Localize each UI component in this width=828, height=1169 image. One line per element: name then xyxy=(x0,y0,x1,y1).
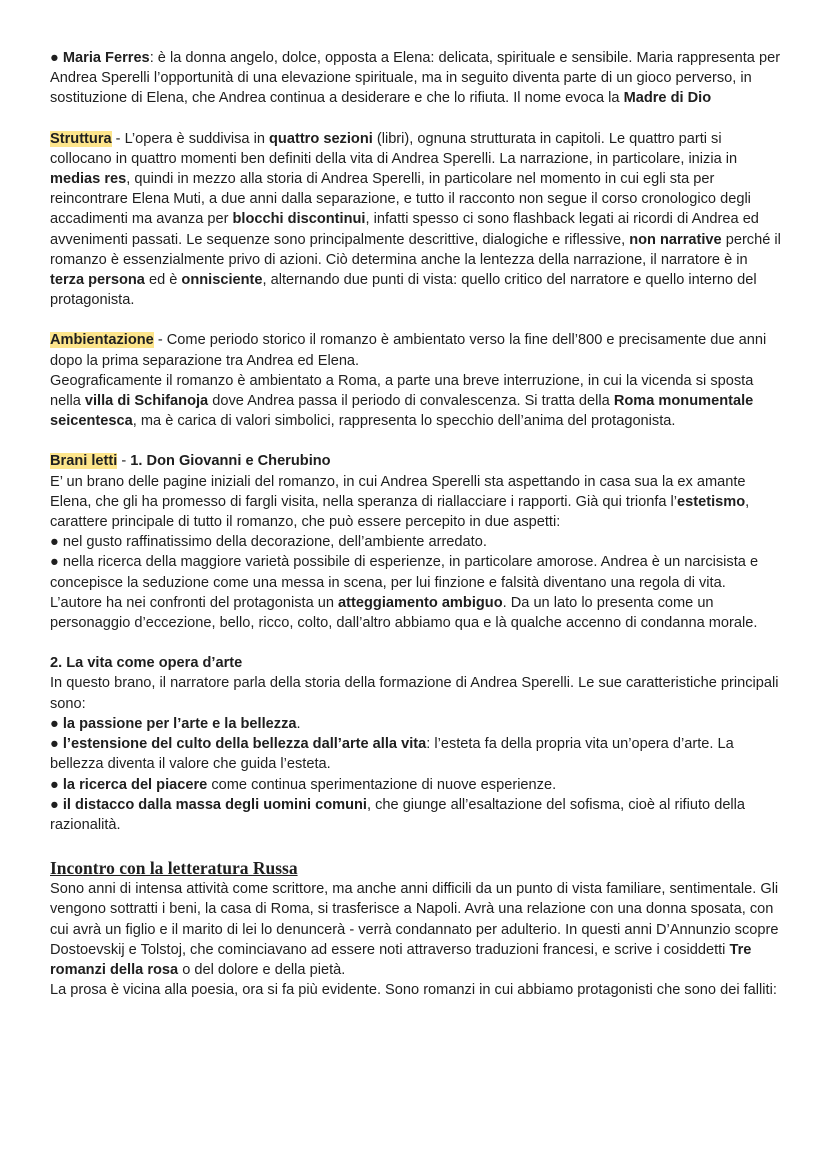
ambientazione-paragraph xyxy=(50,330,785,370)
bullet-item xyxy=(50,775,785,795)
ambientazione-paragraph-2 xyxy=(50,371,785,432)
bold-text: non narrative xyxy=(629,231,722,248)
text: , carattere principale di tutto il romanzo, che può essere percepito in due aspetti: xyxy=(50,493,750,531)
bullet: ● xyxy=(50,50,63,66)
bold-text: Tre romanzi della rosa xyxy=(50,941,752,978)
text: - L’opera è suddivisa in xyxy=(111,130,270,147)
bold-text: medias res xyxy=(50,171,127,188)
text: - xyxy=(117,453,131,470)
text: perché il romanzo è essenzialmente privo di azioni. Ciò determina anche la lentezza della narrazione, il narratore è in xyxy=(50,231,781,268)
brano-1-paragraph-2 xyxy=(50,593,785,633)
brano-2-heading xyxy=(50,653,785,673)
highlight-brani: Brani letti xyxy=(50,453,118,470)
text: come continua sperimentazione di nuove esperienze. xyxy=(207,776,557,793)
text: . xyxy=(296,715,301,732)
brano-title-2: . La vita come opera d’arte xyxy=(58,655,243,672)
brani-heading xyxy=(50,451,785,471)
bold-text: ● la ricerca del piacere xyxy=(50,776,208,793)
bold-text: Madre di Dio xyxy=(623,90,712,107)
bold-text: villa di Schifanoja xyxy=(84,393,209,410)
text: , quindi in mezzo alla storia di Andrea Sperelli, in particolare nel momento in cui egli sta per reincontrare Elena Muti, a due anni dalla separazione, e tutto il racconto non segue il corso cronologico degli accadimenti ma avanza per xyxy=(50,171,751,228)
spacer xyxy=(50,310,785,330)
russa-paragraph-2: La prosa è vicina alla poesia, ora si fa più evidente. Sono romanzi in cui abbiamo protagonisti che sono dei falliti: xyxy=(50,982,777,999)
text: , che giunge all’esaltazione del sofisma, cioè al rifiuto della razionalità. xyxy=(50,796,746,833)
highlight-ambientazione: Ambientazione xyxy=(50,332,154,349)
bold-text: estetismo xyxy=(677,493,746,510)
bullet-item xyxy=(50,795,785,835)
text: Geograficamente il romanzo è ambientato a Roma, a parte una breve interruzione, in cui la vicenda si sposta nella xyxy=(50,372,754,410)
spacer xyxy=(50,431,785,451)
brano-2-paragraph: In questo brano, il narratore parla della storia della formazione di Andrea Sperelli. Le sue caratteristiche principali sono: xyxy=(50,675,779,712)
brano-title-1: . Don Giovanni e Cherubino xyxy=(138,453,331,470)
russa-paragraph xyxy=(50,879,785,980)
text: , infatti spesso ci sono flashback legati ai ricordi di Andrea ed avvenimenti passati. Le sequenze sono principalmente descrittive, dialogiche e riflessive, xyxy=(50,211,759,248)
highlight-struttura: Struttura xyxy=(50,130,112,147)
maria-name: Maria Ferres xyxy=(62,50,150,66)
bold-text: ● la passione per l’arte e la bellezza xyxy=(50,715,297,732)
text: ed è xyxy=(144,272,182,289)
text: , ma è carica di valori simbolici, rappresenta lo specchio dell’anima del protagonista. xyxy=(132,413,676,430)
section-title-russa: Incontro con la letteratura Russa xyxy=(50,858,298,879)
text: E’ un brano delle pagine iniziali del romanzo, in cui Andrea Sperelli sta aspettando in casa sua la ex amante Elena, che gli ha promesso di fargli visita, nella speranza di riallacciare i rapporti. Già qui trionfa l’ xyxy=(50,473,746,510)
text: . Da un lato lo presenta come un personaggio d’eccezione, bello, ricco, colto, dall’altro abbiamo qua e là qualche accenno di condanna morale. xyxy=(50,594,758,632)
text: o del dolore e della pietà. xyxy=(178,961,346,978)
text: : è la donna angelo, dolce, opposta a Elena: delicata, spirituale e sensibile. Maria rappresenta per Andrea Sperelli l’opportunità di una elevazione spirituale, ma in seguito diventa parte di un gioco perverso, in sostituzione di Elena, che Andrea continua a desiderare e che lo rifiuta. Il nome evoca la xyxy=(50,50,781,107)
spacer xyxy=(50,633,785,653)
bold-text: blocchi discontinui xyxy=(232,211,366,228)
bold-text: quattro sezioni xyxy=(269,130,373,147)
bold-text: ● il distacco dalla massa degli uomini comuni xyxy=(50,796,367,813)
text: dove Andrea passa il periodo di convalescenza. Si tratta della xyxy=(208,393,614,410)
text: Sono anni di intensa attività come scrittore, ma anche anni difficili da un punto di vista familiare, sentimentale. Gli vengono sottratti i beni, la casa di Roma, si trasferisce a Napoli. Avrà una relazione con una donna sposata, con cui avrà un figlio e il marito di lei lo denuncerà - verrà condannato per adulterio. In questi anni D’Annunzio scopre Dostoevskij e Tolstoj, che cominciavano ad essere noti attraverso traduzioni francesi, e scrive i cosiddetti xyxy=(50,881,779,958)
document-page xyxy=(50,48,785,1000)
text: (libri), ognuna strutturata in capitoli. Le quattro parti si collocano in quattro momenti ben definiti della vita di Andrea Sperelli. La narrazione, in particolare, inizia in xyxy=(50,130,738,167)
text: : l’esteta fa della propria vita un’opera d’arte. La bellezza diventa il valore che guida l’esteta. xyxy=(50,736,734,773)
maria-paragraph xyxy=(50,48,785,109)
spacer xyxy=(50,109,785,129)
bullet-item: ● nel gusto raffinatissimo della decorazione, dell’ambiente arredato. xyxy=(50,534,487,551)
bold-text: Roma monumentale seicentesca xyxy=(50,393,754,430)
bold-text: onnisciente xyxy=(181,272,263,289)
brano-1-paragraph xyxy=(50,472,785,533)
struttura-paragraph xyxy=(50,129,785,311)
bold-text: ● l’estensione del culto della bellezza dall’arte alla vita xyxy=(50,736,427,753)
bold-text: atteggiamento ambiguo xyxy=(338,594,503,611)
text: , alternando due punti di vista: quello critico del narratore e quello interno del protagonista. xyxy=(50,272,757,309)
bullet-item xyxy=(50,714,785,734)
bullet-item: ● nella ricerca della maggiore varietà possibile di esperienze, in particolare amorose. Andrea è un narcisista e concepisce la seduzione come una messa in scena, per lui finzione e falsità diventano una regola di vita. xyxy=(50,554,759,591)
bold-text: 2 xyxy=(50,655,59,672)
spacer xyxy=(50,835,785,857)
bullet-item xyxy=(50,734,785,774)
text: L’autore ha nei confronti del protagonista un xyxy=(50,594,339,611)
bold-text: terza persona xyxy=(50,272,145,289)
text: - Come periodo storico il romanzo è ambientato verso la fine dell’800 e precisamente due anni dopo la prima separazione tra Andrea ed Elena. xyxy=(50,332,767,369)
bold-text: 1 xyxy=(130,453,139,470)
